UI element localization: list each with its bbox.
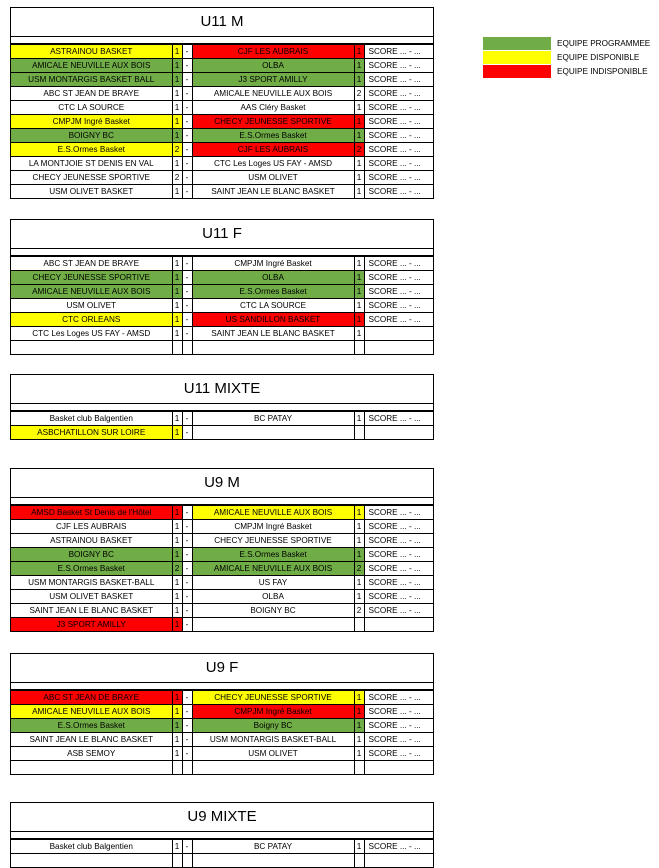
home-team: CTC ORLEANS <box>11 313 172 327</box>
separator <box>182 341 192 355</box>
away-team-number: 1 <box>354 412 364 426</box>
away-team: AMICALE NEUVILLE AUX BOIS <box>192 562 354 576</box>
match-row <box>11 520 433 534</box>
category-title: U9 F <box>11 654 433 683</box>
separator: - <box>182 548 192 562</box>
away-team <box>192 426 354 440</box>
home-team: CTC Les Loges US FAY - AMSD <box>11 327 172 341</box>
home-team-number: 1 <box>172 257 182 271</box>
home-team: USM MONTARGIS BASKET-BALL <box>11 576 172 590</box>
score-cell <box>364 426 433 440</box>
spacer-row <box>11 683 433 690</box>
match-row <box>11 73 433 87</box>
away-team-number: 1 <box>354 576 364 590</box>
away-team: OLBA <box>192 590 354 604</box>
match-row <box>11 257 433 271</box>
score-cell: SCORE ... - ... <box>364 257 433 271</box>
away-team: E.S.Ormes Basket <box>192 285 354 299</box>
spacer-row <box>11 498 433 505</box>
away-team <box>192 854 354 868</box>
separator: - <box>182 719 192 733</box>
home-team: USM MONTARGIS BASKET BALL <box>11 73 172 87</box>
score-cell: SCORE ... - ... <box>364 548 433 562</box>
home-team: Basket club Balgentien <box>11 412 172 426</box>
schedule-block <box>10 802 434 868</box>
score-cell: SCORE ... - ... <box>364 115 433 129</box>
score-cell: SCORE ... - ... <box>364 171 433 185</box>
home-team: USM OLIVET BASKET <box>11 185 172 199</box>
separator: - <box>182 534 192 548</box>
home-team: CTC LA SOURCE <box>11 101 172 115</box>
away-team-number: 1 <box>354 185 364 199</box>
score-cell: SCORE ... - ... <box>364 604 433 618</box>
away-team: J3 SPORT AMILLY <box>192 73 354 87</box>
away-team: CJF LES AUBRAIS <box>192 45 354 59</box>
score-cell: SCORE ... - ... <box>364 143 433 157</box>
separator: - <box>182 313 192 327</box>
away-team: CMPJM Ingré Basket <box>192 520 354 534</box>
home-team-number: 1 <box>172 285 182 299</box>
score-cell <box>364 618 433 632</box>
separator <box>182 761 192 775</box>
away-team-number: 1 <box>354 534 364 548</box>
category-title: U11 MIXTE <box>11 375 433 404</box>
away-team-number: 1 <box>354 506 364 520</box>
separator: - <box>182 426 192 440</box>
home-team <box>11 761 172 775</box>
spacer-row <box>11 249 433 256</box>
match-row <box>11 604 433 618</box>
home-team: USM OLIVET BASKET <box>11 590 172 604</box>
away-team-number: 1 <box>354 705 364 719</box>
matches-table <box>11 411 433 439</box>
away-team <box>192 341 354 355</box>
score-cell: SCORE ... - ... <box>364 520 433 534</box>
category-title: U11 M <box>11 8 433 37</box>
home-team-number: 1 <box>172 590 182 604</box>
separator: - <box>182 618 192 632</box>
home-team: ABC ST JEAN DE BRAYE <box>11 257 172 271</box>
matches-table <box>11 256 433 354</box>
score-cell: SCORE ... - ... <box>364 506 433 520</box>
away-team: US SANDILLON BASKET <box>192 313 354 327</box>
score-cell: SCORE ... - ... <box>364 562 433 576</box>
away-team-number: 2 <box>354 143 364 157</box>
legend-swatch <box>483 51 551 64</box>
away-team-number: 1 <box>354 101 364 115</box>
separator: - <box>182 171 192 185</box>
schedule-block <box>10 468 434 632</box>
score-cell: SCORE ... - ... <box>364 747 433 761</box>
home-team <box>11 341 172 355</box>
away-team: CHECY JEUNESSE SPORTIVE <box>192 115 354 129</box>
score-cell <box>364 761 433 775</box>
category-title: U9 MIXTE <box>11 803 433 832</box>
home-team-number: 1 <box>172 45 182 59</box>
schedule-block <box>10 219 434 355</box>
separator: - <box>182 506 192 520</box>
legend <box>483 36 650 78</box>
match-row <box>11 576 433 590</box>
home-team-number: 1 <box>172 426 182 440</box>
home-team-number: 1 <box>172 840 182 854</box>
home-team-number: 1 <box>172 520 182 534</box>
away-team: AMICALE NEUVILLE AUX BOIS <box>192 87 354 101</box>
away-team: US FAY <box>192 576 354 590</box>
away-team <box>192 761 354 775</box>
separator: - <box>182 101 192 115</box>
home-team-number: 1 <box>172 604 182 618</box>
schedule-block <box>10 7 434 199</box>
home-team: AMSD Basket St Denis de l'Hôtel <box>11 506 172 520</box>
home-team: CHECY JEUNESSE SPORTIVE <box>11 171 172 185</box>
match-row <box>11 562 433 576</box>
score-cell: SCORE ... - ... <box>364 157 433 171</box>
home-team: E.S.Ormes Basket <box>11 143 172 157</box>
home-team-number: 1 <box>172 747 182 761</box>
matches-table <box>11 44 433 198</box>
home-team-number <box>172 854 182 868</box>
score-cell: SCORE ... - ... <box>364 59 433 73</box>
away-team-number <box>354 854 364 868</box>
score-cell: SCORE ... - ... <box>364 73 433 87</box>
match-row <box>11 115 433 129</box>
separator: - <box>182 73 192 87</box>
home-team-number: 1 <box>172 115 182 129</box>
score-cell: SCORE ... - ... <box>364 691 433 705</box>
legend-swatch <box>483 65 551 78</box>
home-team: USM OLIVET <box>11 299 172 313</box>
away-team-number: 1 <box>354 299 364 313</box>
away-team: CTC LA SOURCE <box>192 299 354 313</box>
away-team-number: 1 <box>354 59 364 73</box>
match-row <box>11 313 433 327</box>
away-team: AMICALE NEUVILLE AUX BOIS <box>192 506 354 520</box>
away-team-number: 1 <box>354 590 364 604</box>
separator: - <box>182 562 192 576</box>
home-team-number: 1 <box>172 157 182 171</box>
away-team-number: 1 <box>354 327 364 341</box>
home-team-number: 1 <box>172 705 182 719</box>
score-cell: SCORE ... - ... <box>364 271 433 285</box>
home-team-number: 1 <box>172 691 182 705</box>
home-team-number: 1 <box>172 412 182 426</box>
spacer-row <box>11 404 433 411</box>
score-cell <box>364 327 433 341</box>
separator: - <box>182 747 192 761</box>
score-cell: SCORE ... - ... <box>364 576 433 590</box>
home-team: LA MONTJOIE ST DENIS EN VAL <box>11 157 172 171</box>
score-cell: SCORE ... - ... <box>364 299 433 313</box>
match-row <box>11 285 433 299</box>
separator: - <box>182 705 192 719</box>
away-team: OLBA <box>192 59 354 73</box>
match-row <box>11 506 433 520</box>
legend-item <box>483 50 650 64</box>
match-row <box>11 45 433 59</box>
home-team: BOIGNY BC <box>11 129 172 143</box>
away-team: CJF LES AUBRAIS <box>192 143 354 157</box>
away-team: CMPJM Ingré Basket <box>192 257 354 271</box>
home-team: ABC ST JEAN DE BRAYE <box>11 87 172 101</box>
home-team-number: 2 <box>172 171 182 185</box>
away-team-number <box>354 426 364 440</box>
spacer-row <box>11 37 433 44</box>
separator: - <box>182 412 192 426</box>
separator: - <box>182 327 192 341</box>
separator: - <box>182 520 192 534</box>
away-team: CMPJM Ingré Basket <box>192 705 354 719</box>
score-cell: SCORE ... - ... <box>364 534 433 548</box>
separator: - <box>182 157 192 171</box>
separator: - <box>182 87 192 101</box>
away-team-number: 1 <box>354 257 364 271</box>
away-team-number: 1 <box>354 271 364 285</box>
separator: - <box>182 604 192 618</box>
home-team: CJF LES AUBRAIS <box>11 520 172 534</box>
away-team: BOIGNY BC <box>192 604 354 618</box>
away-team: SAINT JEAN LE BLANC BASKET <box>192 185 354 199</box>
match-row <box>11 299 433 313</box>
home-team: CMPJM Ingré Basket <box>11 115 172 129</box>
score-cell: SCORE ... - ... <box>364 101 433 115</box>
spacer-row <box>11 832 433 839</box>
away-team-number: 2 <box>354 87 364 101</box>
matches-table <box>11 505 433 631</box>
match-row <box>11 548 433 562</box>
separator: - <box>182 185 192 199</box>
home-team-number: 1 <box>172 129 182 143</box>
score-cell: SCORE ... - ... <box>364 45 433 59</box>
away-team-number: 1 <box>354 157 364 171</box>
match-row <box>11 87 433 101</box>
separator: - <box>182 59 192 73</box>
home-team: ASTRAINOU BASKET <box>11 534 172 548</box>
matches-table <box>11 690 433 774</box>
home-team <box>11 854 172 868</box>
home-team: ASTRAINOU BASKET <box>11 45 172 59</box>
away-team-number: 2 <box>354 604 364 618</box>
home-team-number: 1 <box>172 185 182 199</box>
separator: - <box>182 285 192 299</box>
home-team-number: 1 <box>172 271 182 285</box>
away-team-number: 1 <box>354 520 364 534</box>
away-team-number: 1 <box>354 691 364 705</box>
match-row <box>11 129 433 143</box>
legend-label: EQUIPE INDISPONIBLE <box>557 66 648 76</box>
schedule-block <box>10 653 434 775</box>
match-row <box>11 412 433 426</box>
separator: - <box>182 129 192 143</box>
home-team: AMICALE NEUVILLE AUX BOIS <box>11 705 172 719</box>
away-team-number: 1 <box>354 719 364 733</box>
score-cell: SCORE ... - ... <box>364 705 433 719</box>
legend-item <box>483 64 650 78</box>
away-team-number: 1 <box>354 115 364 129</box>
schedule-block <box>10 374 434 440</box>
match-row <box>11 590 433 604</box>
home-team-number: 1 <box>172 576 182 590</box>
match-row <box>11 101 433 115</box>
away-team: E.S.Ormes Basket <box>192 129 354 143</box>
away-team-number: 1 <box>354 840 364 854</box>
separator: - <box>182 299 192 313</box>
score-cell: SCORE ... - ... <box>364 719 433 733</box>
match-row <box>11 426 433 440</box>
home-team: Basket club Balgentien <box>11 840 172 854</box>
match-row <box>11 327 433 341</box>
away-team-number <box>354 761 364 775</box>
score-cell: SCORE ... - ... <box>364 733 433 747</box>
match-row <box>11 534 433 548</box>
home-team: BOIGNY BC <box>11 548 172 562</box>
score-cell: SCORE ... - ... <box>364 129 433 143</box>
away-team: USM OLIVET <box>192 171 354 185</box>
away-team: OLBA <box>192 271 354 285</box>
away-team: BC PATAY <box>192 840 354 854</box>
away-team: E.S.Ormes Basket <box>192 548 354 562</box>
home-team-number: 1 <box>172 534 182 548</box>
away-team-number <box>354 341 364 355</box>
home-team-number <box>172 341 182 355</box>
home-team: CHECY JEUNESSE SPORTIVE <box>11 271 172 285</box>
legend-label: EQUIPE DISPONIBLE <box>557 52 640 62</box>
home-team: SAINT JEAN LE BLANC BASKET <box>11 604 172 618</box>
score-cell: SCORE ... - ... <box>364 313 433 327</box>
match-row <box>11 341 433 355</box>
score-cell: SCORE ... - ... <box>364 87 433 101</box>
match-row <box>11 761 433 775</box>
away-team-number: 1 <box>354 747 364 761</box>
separator: - <box>182 590 192 604</box>
legend-item <box>483 36 650 50</box>
home-team-number: 1 <box>172 719 182 733</box>
away-team: CHECY JEUNESSE SPORTIVE <box>192 534 354 548</box>
home-team-number: 1 <box>172 59 182 73</box>
match-row <box>11 705 433 719</box>
match-row <box>11 747 433 761</box>
legend-label: EQUIPE PROGRAMMEE <box>557 38 651 48</box>
separator: - <box>182 271 192 285</box>
separator: - <box>182 143 192 157</box>
match-row <box>11 143 433 157</box>
match-row <box>11 854 433 868</box>
score-cell: SCORE ... - ... <box>364 590 433 604</box>
away-team-number: 1 <box>354 548 364 562</box>
home-team: ASB SEMOY <box>11 747 172 761</box>
away-team-number: 1 <box>354 313 364 327</box>
home-team-number: 1 <box>172 733 182 747</box>
match-row <box>11 840 433 854</box>
separator: - <box>182 840 192 854</box>
home-team-number: 2 <box>172 562 182 576</box>
away-team <box>192 618 354 632</box>
separator: - <box>182 257 192 271</box>
home-team-number: 1 <box>172 506 182 520</box>
home-team: J3 SPORT AMILLY <box>11 618 172 632</box>
home-team: ASBCHATILLON SUR LOIRE <box>11 426 172 440</box>
match-row <box>11 271 433 285</box>
home-team-number: 1 <box>172 87 182 101</box>
home-team: ABC ST JEAN DE BRAYE <box>11 691 172 705</box>
away-team-number: 1 <box>354 171 364 185</box>
legend-swatch <box>483 37 551 50</box>
home-team: E.S.Ormes Basket <box>11 562 172 576</box>
match-row <box>11 719 433 733</box>
home-team: AMICALE NEUVILLE AUX BOIS <box>11 285 172 299</box>
away-team: BC PATAY <box>192 412 354 426</box>
away-team-number <box>354 618 364 632</box>
match-row <box>11 59 433 73</box>
score-cell: SCORE ... - ... <box>364 412 433 426</box>
away-team-number: 1 <box>354 45 364 59</box>
away-team: Boigny BC <box>192 719 354 733</box>
score-cell <box>364 854 433 868</box>
score-cell <box>364 341 433 355</box>
home-team-number: 1 <box>172 313 182 327</box>
home-team: SAINT JEAN LE BLANC BASKET <box>11 733 172 747</box>
away-team-number: 2 <box>354 562 364 576</box>
away-team-number: 1 <box>354 733 364 747</box>
separator: - <box>182 691 192 705</box>
away-team-number: 1 <box>354 129 364 143</box>
home-team: AMICALE NEUVILLE AUX BOIS <box>11 59 172 73</box>
home-team-number: 1 <box>172 327 182 341</box>
match-row <box>11 733 433 747</box>
home-team-number: 1 <box>172 618 182 632</box>
away-team: AAS Cléry Basket <box>192 101 354 115</box>
category-title: U11 F <box>11 220 433 249</box>
away-team: USM OLIVET <box>192 747 354 761</box>
score-cell: SCORE ... - ... <box>364 185 433 199</box>
home-team: E.S.Ormes Basket <box>11 719 172 733</box>
score-cell: SCORE ... - ... <box>364 285 433 299</box>
match-row <box>11 618 433 632</box>
separator: - <box>182 733 192 747</box>
match-row <box>11 157 433 171</box>
away-team: CHECY JEUNESSE SPORTIVE <box>192 691 354 705</box>
home-team-number: 1 <box>172 101 182 115</box>
home-team-number: 1 <box>172 73 182 87</box>
away-team-number: 1 <box>354 285 364 299</box>
home-team-number: 2 <box>172 143 182 157</box>
match-row <box>11 185 433 199</box>
home-team-number: 1 <box>172 548 182 562</box>
match-row <box>11 171 433 185</box>
away-team-number: 1 <box>354 73 364 87</box>
away-team: USM MONTARGIS BASKET-BALL <box>192 733 354 747</box>
separator: - <box>182 45 192 59</box>
away-team: SAINT JEAN LE BLANC BASKET <box>192 327 354 341</box>
separator: - <box>182 115 192 129</box>
match-row <box>11 691 433 705</box>
home-team-number <box>172 761 182 775</box>
separator <box>182 854 192 868</box>
score-cell: SCORE ... - ... <box>364 840 433 854</box>
matches-table <box>11 839 433 867</box>
category-title: U9 M <box>11 469 433 498</box>
home-team-number: 1 <box>172 299 182 313</box>
away-team: CTC Les Loges US FAY - AMSD <box>192 157 354 171</box>
separator: - <box>182 576 192 590</box>
